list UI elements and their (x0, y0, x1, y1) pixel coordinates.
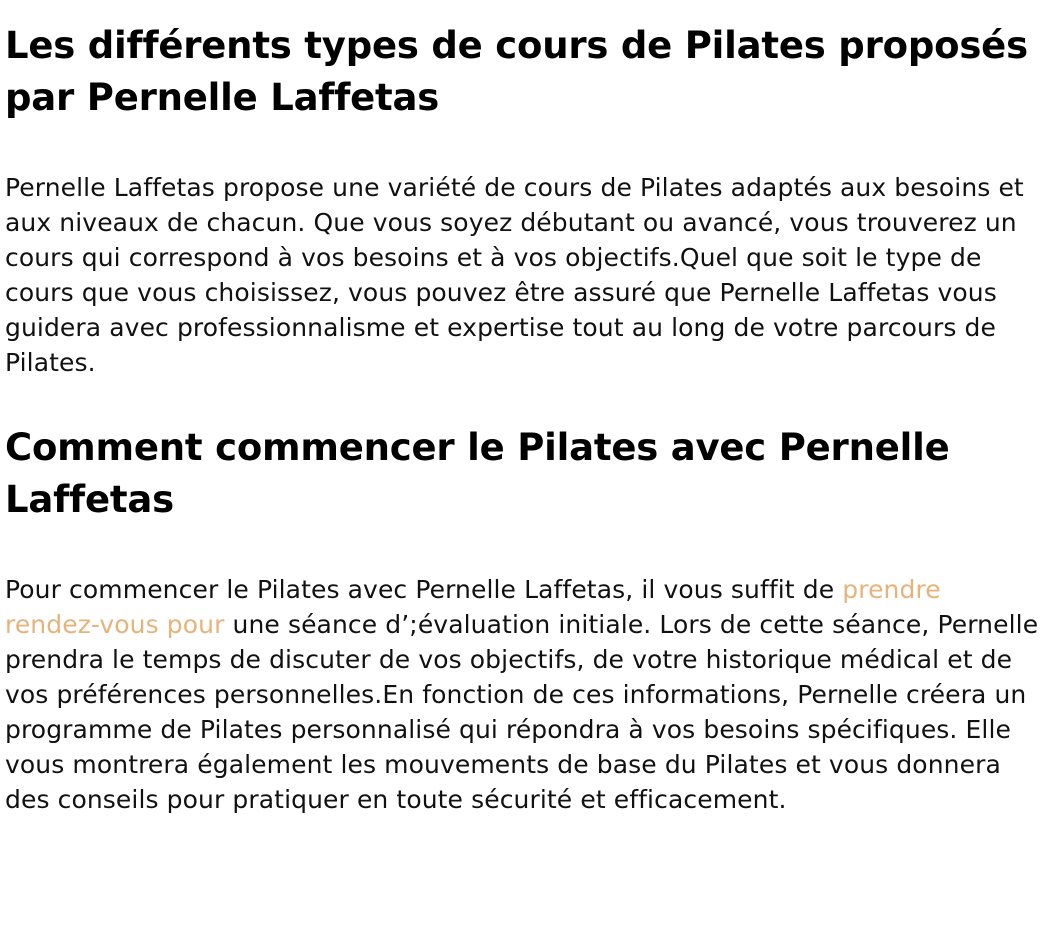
section-heading-course-types: Les différents types de cours de Pilates proposés par Pernelle Laffetas (5, 24, 1028, 119)
appointment-link[interactable]: prendre rendez-vous pour (5, 575, 941, 639)
paragraph-text-after-link: une séance d’;évaluation initiale. Lors de cette séance, Pernelle prendra le temps de discuter de vos objectifs, de votre historique médical et de vos préférences personnelles.En fonction de ces informations, Pernelle créera un programme de Pilates personnalisé qui répondra à vos besoins spécifiques. Elle vous montrera également les mouvements de base du Pilates et vous donnera des conseils pour pratiquer en toute sécurité et efficacement. (5, 610, 1039, 814)
section-heading-getting-started: Comment commencer le Pilates avec Pernelle Laffetas (5, 426, 950, 521)
section-paragraph-getting-started (5, 572, 1042, 817)
paragraph-text-before-link: Pour commencer le Pilates avec Pernelle Laffetas, il vous suffit de (5, 575, 843, 604)
section-paragraph-course-types: Pernelle Laffetas propose une variété de cours de Pilates adaptés aux besoins et aux niveaux de chacun. Que vous soyez débutant ou avancé, vous trouverez un cours qui correspond à vos besoins et à vos objectifs.Quel que soit le type de cours que vous choisissez, vous pouvez être assuré que Pernelle Laffetas vous guidera avec professionnalisme et expertise tout au long de votre parcours de Pilates. (5, 173, 1024, 377)
